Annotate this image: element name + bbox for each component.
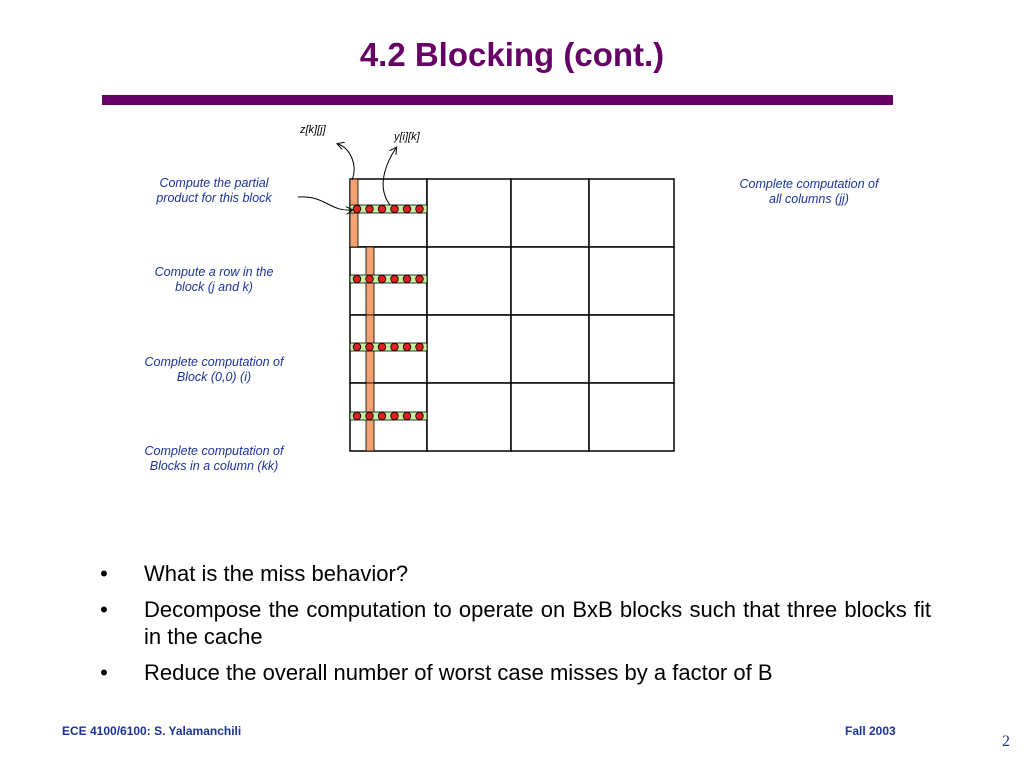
footer-term: Fall 2003 <box>845 724 896 738</box>
page-number: 2 <box>1002 733 1010 750</box>
element-dot <box>353 343 361 351</box>
element-dot <box>416 205 424 213</box>
bullet-item: • Reduce the overall number of worst case misses by a factor of B <box>97 659 931 686</box>
grid-cell <box>589 179 674 247</box>
matrix-grid <box>350 179 674 451</box>
bullet-list <box>97 560 931 695</box>
label-row-computation: Compute a row in the block (j and k) <box>154 265 274 294</box>
element-dot <box>378 412 386 420</box>
label-block-00: Complete computation of Block (0,0) (i) <box>144 355 284 384</box>
slide-title: 4.2 Blocking (cont.) <box>359 36 665 73</box>
bullet-item: • Decompose the computation to operate on BxB blocks such that three blocks fit in the cache <box>97 596 931 650</box>
label-all-columns: Complete computation of all columns (jj) <box>739 177 879 206</box>
element-dot <box>416 412 424 420</box>
element-dot <box>403 275 411 283</box>
element-dot <box>353 205 361 213</box>
label-column-blocks: Complete computation of Blocks in a column (kk) <box>144 444 284 473</box>
element-dot <box>391 275 399 283</box>
element-dot <box>353 412 361 420</box>
bullet-icon: • <box>100 561 108 586</box>
element-dot <box>366 343 374 351</box>
grid-cell <box>427 247 511 315</box>
element-dot <box>366 275 374 283</box>
grid-cell <box>589 383 674 451</box>
bullet-item: • What is the miss behavior? <box>97 560 931 587</box>
element-dot <box>378 275 386 283</box>
grid-cell <box>589 247 674 315</box>
y-variable-label: y[i][k] <box>394 131 420 143</box>
grid-cell <box>589 315 674 383</box>
element-dot <box>391 412 399 420</box>
grid-cell <box>511 315 589 383</box>
element-dot <box>366 205 374 213</box>
element-dot <box>416 275 424 283</box>
arrow-partial-product <box>298 197 352 210</box>
element-dot <box>403 412 411 420</box>
element-dot <box>353 275 361 283</box>
footer-course: ECE 4100/6100: S. Yalamanchili <box>62 724 242 738</box>
element-dot <box>403 343 411 351</box>
arrow-z-label <box>338 144 354 180</box>
element-dot <box>378 205 386 213</box>
grid-cell <box>427 383 511 451</box>
element-dot <box>391 343 399 351</box>
z-variable-label: z[k][j] <box>300 124 326 136</box>
grid-cell <box>511 179 589 247</box>
element-dot <box>366 412 374 420</box>
grid-cell <box>427 315 511 383</box>
grid-cell <box>427 179 511 247</box>
grid-cell <box>511 383 589 451</box>
bullet-icon: • <box>100 597 108 622</box>
grid-cell <box>511 247 589 315</box>
element-dot <box>391 205 399 213</box>
bullet-icon: • <box>100 660 108 685</box>
label-partial-product: Compute the partial product for this block <box>156 176 272 205</box>
element-dot <box>378 343 386 351</box>
element-dot <box>403 205 411 213</box>
element-dot <box>416 343 424 351</box>
